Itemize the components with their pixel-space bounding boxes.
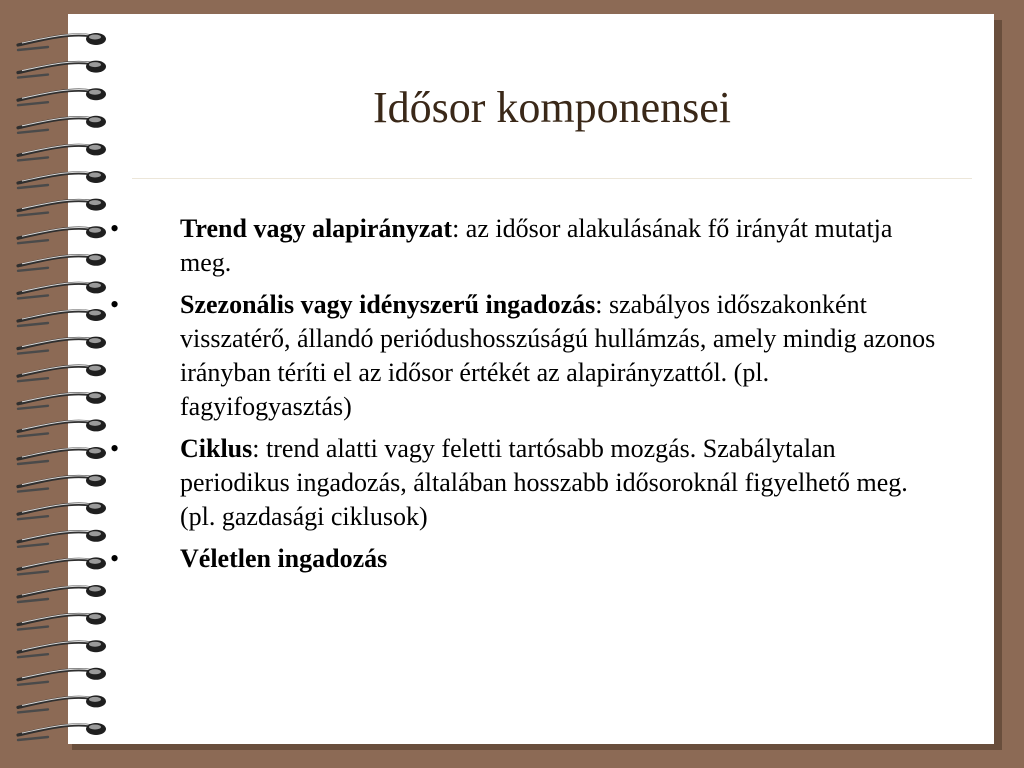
spiral-ring (18, 143, 106, 160)
bullet-term: Szezonális vagy idényszerű ingadozás (180, 290, 596, 319)
spiral-ring (18, 309, 106, 326)
spiral-ring (18, 613, 106, 630)
bullet-term: Trend vagy alapirányzat (180, 214, 453, 243)
spiral-ring (18, 640, 106, 657)
spiral-ring (18, 447, 106, 464)
spiral-ring (18, 33, 106, 50)
bullet-text: : trend alatti vagy feletti tartósabb mozgás. Szabálytalan periodikus ingadozás, általában hosszabb idősoroknál figyelhető meg. (pl. gazdasági ciklusok) (180, 434, 908, 531)
bullet-text: : szabályos időszakonként visszatérő, állandó periódushosszúságú hullámzás, amely mindig azonos irányban téríti el az idősor értékét az alapirányzattól. (pl. fagyifogyasztás) (180, 290, 936, 421)
spiral-ring (18, 392, 106, 409)
spiral-ring (18, 116, 106, 133)
spiral-ring (18, 723, 106, 740)
bullet-icon: • (110, 434, 120, 463)
slide-title: Idősor komponensei (372, 83, 732, 132)
spiral-ring (18, 61, 106, 78)
bullet-icon: • (110, 544, 120, 573)
bullet-text: : az idősor alakulásának fő irányát mutatja meg. (180, 214, 893, 277)
spiral-ring (18, 530, 106, 547)
spiral-ring (18, 254, 106, 271)
title-divider (132, 178, 972, 179)
spiral-ring (18, 585, 106, 602)
bullet-term: Ciklus (180, 434, 253, 463)
list-item (110, 212, 940, 280)
spiral-ring (18, 337, 106, 354)
list-item (110, 288, 940, 424)
spiral-ring (18, 364, 106, 381)
spiral-ring (18, 171, 106, 188)
spiral-ring (18, 668, 106, 685)
spiral-ring (18, 557, 106, 574)
list-item (110, 542, 940, 576)
bullet-list (110, 212, 940, 584)
bullet-icon: • (110, 214, 120, 243)
spiral-ring (18, 226, 106, 243)
spiral-ring (18, 199, 106, 216)
list-item (110, 432, 940, 534)
spiral-ring (18, 475, 106, 492)
bullet-term: Véletlen ingadozás (180, 544, 388, 573)
spiral-ring (18, 695, 106, 712)
spiral-ring (18, 281, 106, 298)
spiral-ring (18, 502, 106, 519)
spiral-ring (18, 88, 106, 105)
spiral-ring (18, 419, 106, 436)
bullet-icon: • (110, 290, 120, 319)
